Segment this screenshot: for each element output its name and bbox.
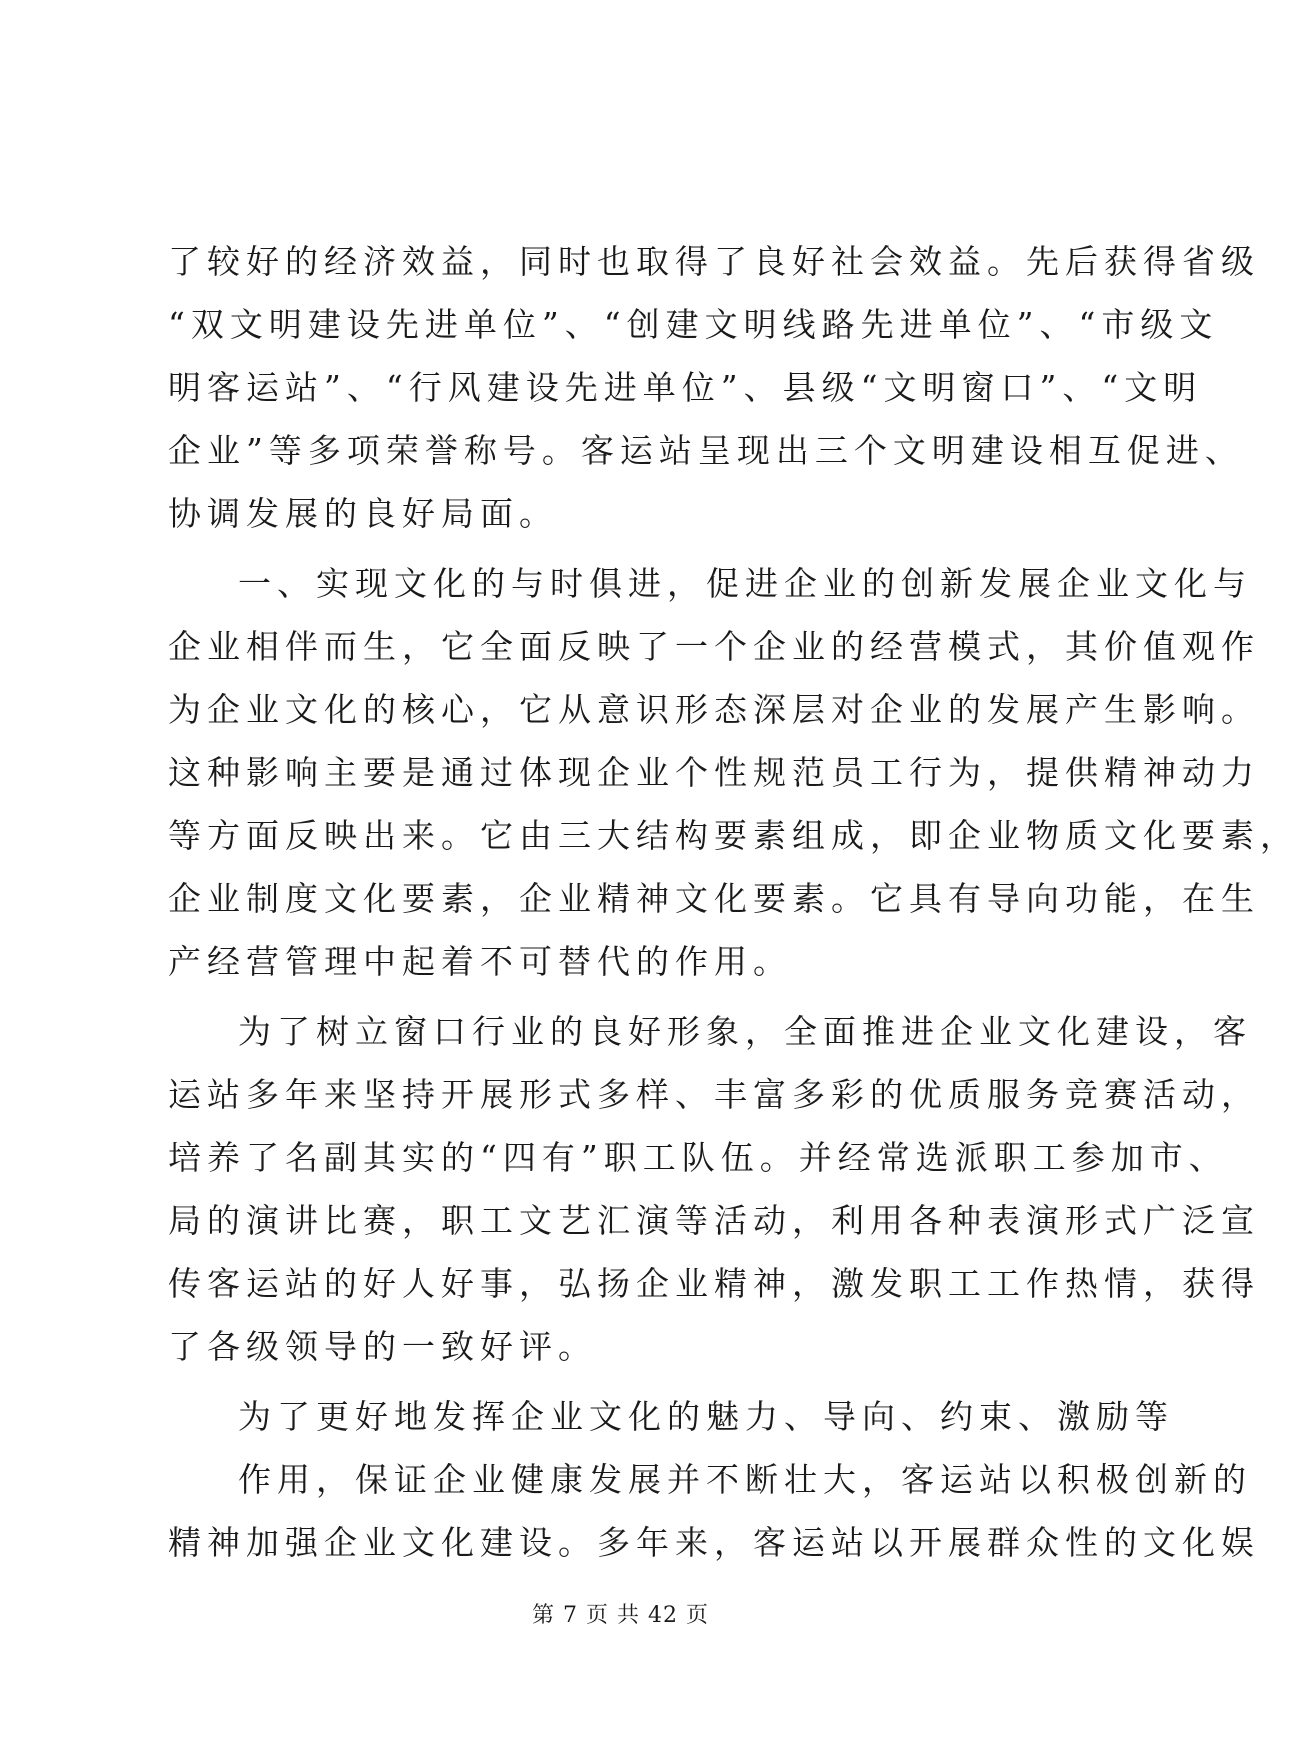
text-line: 运站多年来坚持开展形式多样、丰富多彩的优质服务竞赛活动， [168, 1075, 1260, 1114]
text-line: 等方面反映出来。它由三大结构要素组成，即企业物质文化要素， [168, 816, 1299, 855]
text-line: “双文明建设先进单位”、“创建文明线路先进单位”、“市级文 [168, 305, 1219, 344]
text-line: 传客运站的好人好事，弘扬企业精神，激发职工工作热情，获得 [168, 1264, 1260, 1303]
text-line: 精神加强企业文化建设。多年来，客运站以开展群众性的文化娱 [168, 1523, 1260, 1562]
page-number-footer: 第 7 页 共 42 页 [532, 1603, 709, 1628]
body-text [168, 230, 1299, 1574]
text-line: 协调发展的良好局面。 [168, 494, 558, 533]
text-line: 了较好的经济效益，同时也取得了良好社会效益。先后获得省级 [168, 242, 1260, 281]
text-line: 局的演讲比赛，职工文艺汇演等活动，利用各种表演形式广泛宣 [168, 1201, 1260, 1240]
text-line: 为了更好地发挥企业文化的魅力、导向、约束、激励等 [238, 1397, 1174, 1436]
text-line: 为企业文化的核心，它从意识形态深层对企业的发展产生影响。 [168, 690, 1260, 729]
text-line: 培养了名副其实的“四有”职工队伍。并经常选派职工参加市、 [168, 1138, 1228, 1177]
text-line: 产经营管理中起着不可替代的作用。 [168, 942, 792, 981]
text-line: 企业”等多项荣誉称号。客运站呈现出三个文明建设相互促进、 [168, 431, 1244, 470]
text-line: 了各级领导的一致好评。 [168, 1327, 597, 1366]
text-line: 为了树立窗口行业的良好形象，全面推进企业文化建设，客 [238, 1012, 1252, 1051]
text-line: 一、实现文化的与时俱进，促进企业的创新发展企业文化与 [238, 564, 1252, 603]
text-line: 企业制度文化要素，企业精神文化要素。它具有导向功能，在生 [168, 879, 1260, 918]
text-line: 作用，保证企业健康发展并不断壮大，客运站以积极创新的 [238, 1460, 1252, 1499]
text-line: 企业相伴而生，它全面反映了一个企业的经营模式，其价值观作 [168, 627, 1260, 666]
text-line: 明客运站”、“行风建设先进单位”、县级“文明窗口”、“文明 [168, 368, 1203, 407]
text-line: 这种影响主要是通过体现企业个性规范员工行为，提供精神动力 [168, 753, 1260, 792]
